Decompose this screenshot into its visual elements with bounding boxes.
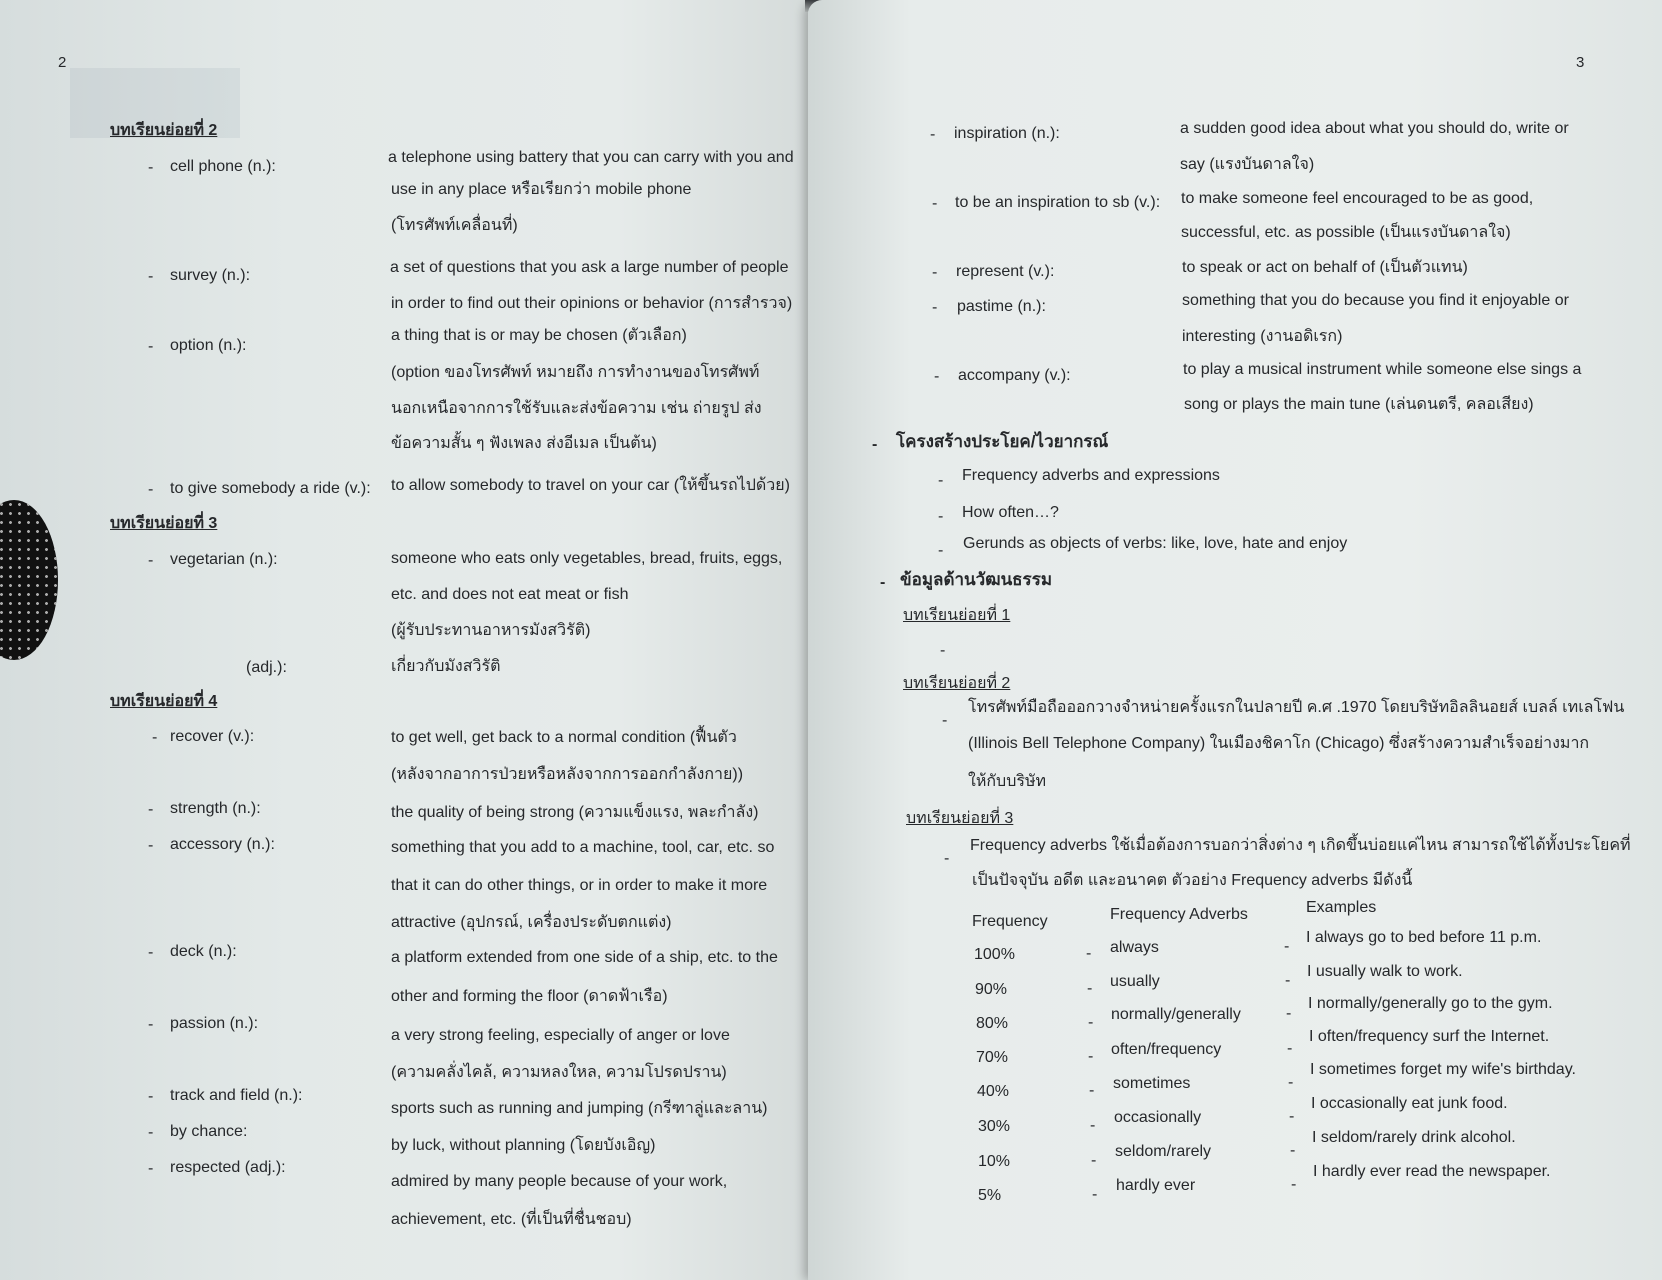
definition-line: use in any place หรือเรียกว่า mobile phone xyxy=(391,181,692,198)
bullet: - xyxy=(1089,1082,1095,1099)
bullet: - xyxy=(148,552,154,569)
bullet: - xyxy=(148,1016,154,1033)
term: pastime (n.): xyxy=(957,298,1046,315)
definition-line: attractive (อุปกรณ์, เครื่องประดับตกแต่ง) xyxy=(391,914,672,931)
freq-cell: 100% xyxy=(974,946,1015,963)
definition-line: (option ของโทรศัพท์ หมายถึง การทำงานของโทรศัพท์ xyxy=(391,364,760,381)
page-number: 3 xyxy=(1576,54,1585,71)
paragraph-line: ให้กับบริษัท xyxy=(968,773,1047,790)
term: deck (n.): xyxy=(170,943,237,960)
definition-line: etc. and does not eat meat or fish xyxy=(391,586,629,603)
definition-line: someone who eats only vegetables, bread, fruits, eggs, xyxy=(391,550,783,567)
freq-cell: 10% xyxy=(978,1153,1011,1170)
grammar-heading: โครงสร้างประโยค/ไวยากรณ์ xyxy=(896,432,1109,451)
bullet: - xyxy=(930,126,936,143)
bullet: - xyxy=(1288,1074,1294,1091)
lesson4-heading: บทเรียนย่อยที่ 4 xyxy=(110,693,218,710)
example-cell: I always go to bed before 11 p.m. xyxy=(1306,929,1542,946)
bullet: - xyxy=(148,1160,154,1177)
freq-cell: 90% xyxy=(975,981,1008,998)
example-cell: I hardly ever read the newspaper. xyxy=(1313,1163,1551,1180)
term: recover (v.): xyxy=(170,728,255,745)
example-cell: I seldom/rarely drink alcohol. xyxy=(1312,1129,1516,1146)
definition-line: in order to find out their opinions or behavior (การสำรวจ) xyxy=(391,295,793,312)
definition-line: successful, etc. as possible (เป็นแรงบันดาลใจ) xyxy=(1181,224,1511,241)
bullet: - xyxy=(148,1124,154,1141)
definition-line: to allow somebody to travel on your car (ให้ขึ้นรถไปด้วย) xyxy=(391,477,790,494)
culture-lesson2-heading: บทเรียนย่อยที่ 2 xyxy=(903,675,1011,692)
term: passion (n.): xyxy=(170,1015,259,1032)
term: vegetarian (n.): xyxy=(170,551,278,568)
term: accessory (n.): xyxy=(170,836,275,853)
bullet: - xyxy=(1088,1014,1094,1031)
term: option (n.): xyxy=(170,337,247,354)
definition-line: ข้อความสั้น ๆ ฟังเพลง ส่งอีเมล เป็นต้น) xyxy=(391,435,657,452)
term: inspiration (n.): xyxy=(954,125,1060,142)
definition-line: say (แรงบันดาลใจ) xyxy=(1180,156,1315,173)
bullet: - xyxy=(938,472,944,489)
bullet: - xyxy=(1290,1142,1296,1159)
paragraph-line: (Illinois Bell Telephone Company) ในเมืองชิคาโก (Chicago) ซึ่งสร้างความสำเร็จอย่างมาก xyxy=(968,735,1590,752)
bullet: - xyxy=(148,268,154,285)
bullet: - xyxy=(148,801,154,818)
bullet: - xyxy=(1285,972,1291,989)
freq-cell: 30% xyxy=(978,1118,1011,1135)
term: cell phone (n.): xyxy=(170,158,276,175)
term: accompany (v.): xyxy=(958,367,1071,384)
adverb-cell: hardly ever xyxy=(1116,1177,1196,1194)
freq-cell: 70% xyxy=(976,1049,1009,1066)
bullet: - xyxy=(148,944,154,961)
term: survey (n.): xyxy=(170,267,251,284)
term: by chance: xyxy=(170,1123,248,1140)
bullet: - xyxy=(1286,1005,1292,1022)
bullet: - xyxy=(1088,1048,1094,1065)
definition-line: (ความคลั่งไคล้, ความหลงใหล, ความโปรดปราน) xyxy=(391,1064,727,1081)
binder-clip xyxy=(0,500,58,660)
grammar-item: How often…? xyxy=(962,504,1059,521)
definition-line: achievement, etc. (ที่เป็นที่ชื่นชอบ) xyxy=(391,1211,632,1228)
culture-lesson3-heading: บทเรียนย่อยที่ 3 xyxy=(906,810,1014,827)
grammar-item: Gerunds as objects of verbs: like, love, hate and enjoy xyxy=(963,535,1348,552)
definition-line: by luck, without planning (โดยบังเอิญ) xyxy=(391,1137,656,1154)
bullet: - xyxy=(1092,1186,1098,1203)
definition-line: that it can do other things, or in order to make it more xyxy=(391,877,768,894)
paragraph-line: เป็นปัจจุบัน อดีต และอนาคต ตัวอย่าง Frequency adverbs มีดังนี้ xyxy=(972,872,1413,889)
definition-line: a sudden good idea about what you should do, write or xyxy=(1180,120,1569,137)
term: track and field (n.): xyxy=(170,1087,303,1104)
bullet: - xyxy=(934,368,940,385)
definition-line: a thing that is or may be chosen (ตัวเลือก) xyxy=(391,327,687,344)
definition-line: something that you add to a machine, tool, car, etc. so xyxy=(391,839,775,856)
table-header: Frequency xyxy=(972,913,1048,930)
definition-line: admired by many people because of your work, xyxy=(391,1173,728,1190)
bullet: - xyxy=(938,542,944,559)
definition-line: to make someone feel encouraged to be as good, xyxy=(1181,190,1534,207)
left-page xyxy=(0,0,822,1280)
freq-cell: 5% xyxy=(978,1187,1002,1204)
definition-line: a set of questions that you ask a large number of people xyxy=(390,259,789,276)
table-header: Frequency Adverbs xyxy=(1110,906,1248,923)
definition-line: something that you do because you find it enjoyable or xyxy=(1182,292,1569,309)
definition-line: นอกเหนือจากการใช้รับและส่งข้อความ เช่น ถ่ายรูป ส่ง xyxy=(391,400,762,417)
example-cell: I often/frequency surf the Internet. xyxy=(1309,1028,1550,1045)
definition-line: to play a musical instrument while someone else sings a xyxy=(1183,361,1582,378)
definition-line: (โทรศัพท์เคลื่อนที่) xyxy=(391,217,518,234)
definition-line: song or plays the main tune (เล่นดนตรี, คลอเสียง) xyxy=(1184,396,1534,413)
definition-line: a platform extended from one side of a ship, etc. to the xyxy=(391,949,778,966)
lesson2-heading: บทเรียนย่อยที่ 2 xyxy=(110,122,218,139)
bullet: - xyxy=(148,159,154,176)
example-cell: I normally/generally go to the gym. xyxy=(1308,995,1553,1012)
example-cell: I occasionally eat junk food. xyxy=(1311,1095,1508,1112)
definition-line: a telephone using battery that you can carry with you and xyxy=(388,149,794,166)
term: (adj.): xyxy=(246,659,287,676)
definition-line: (หลังจากอาการป่วยหรือหลังจากการออกกำลังกาย)) xyxy=(391,766,744,783)
adverb-cell: often/frequency xyxy=(1111,1041,1222,1058)
bullet: - xyxy=(1091,1152,1097,1169)
table-header: Examples xyxy=(1306,899,1377,916)
bullet: - xyxy=(1291,1176,1297,1193)
culture-heading: ข้อมูลด้านวัฒนธรรม xyxy=(900,570,1053,589)
definition-line: to get well, get back to a normal condition (ฟื้นตัว xyxy=(391,729,737,746)
adverb-cell: sometimes xyxy=(1113,1075,1191,1092)
lesson3-heading: บทเรียนย่อยที่ 3 xyxy=(110,515,218,532)
paragraph-line: Frequency adverbs ใช้เมื่อต้องการบอกว่าสิ่งต่าง ๆ เกิดขึ้นบ่อยแค่ไหน สามารถใช้ได้ทั้งประโยคที่ xyxy=(970,837,1631,854)
bullet: - xyxy=(152,729,158,746)
adverb-cell: normally/generally xyxy=(1111,1006,1241,1023)
bullet: - xyxy=(932,299,938,316)
example-cell: I sometimes forget my wife's birthday. xyxy=(1310,1061,1576,1078)
term: strength (n.): xyxy=(170,800,261,817)
right-page xyxy=(808,0,1662,1280)
culture-lesson1-heading: บทเรียนย่อยที่ 1 xyxy=(903,607,1011,624)
definition-line: to speak or act on behalf of (เป็นตัวแทน) xyxy=(1182,259,1468,276)
freq-cell: 80% xyxy=(976,1015,1009,1032)
adverb-cell: always xyxy=(1110,939,1159,956)
bullet: - xyxy=(148,338,154,355)
term: represent (v.): xyxy=(956,263,1055,280)
bullet: - xyxy=(1287,1040,1293,1057)
adverb-cell: occasionally xyxy=(1114,1109,1202,1126)
bullet: - xyxy=(880,574,886,591)
bullet: - xyxy=(148,837,154,854)
bullet: - xyxy=(932,195,938,212)
bullet: - xyxy=(1090,1117,1096,1134)
definition-line: the quality of being strong (ความแข็งแรง, พละกำลัง) xyxy=(391,804,759,821)
bullet: - xyxy=(942,712,948,729)
bullet: - xyxy=(932,264,938,281)
term: to give somebody a ride (v.): xyxy=(170,480,371,497)
definition-line: (ผู้รับประทานอาหารมังสวิรัติ) xyxy=(391,622,591,639)
bullet: - xyxy=(148,481,154,498)
adverb-cell: seldom/rarely xyxy=(1115,1143,1212,1160)
bullet: - xyxy=(1284,938,1290,955)
example-cell: I usually walk to work. xyxy=(1307,963,1463,980)
freq-cell: 40% xyxy=(977,1083,1010,1100)
bullet: - xyxy=(940,642,946,659)
bullet: - xyxy=(148,1088,154,1105)
bullet: - xyxy=(1289,1108,1295,1125)
adverb-cell: usually xyxy=(1110,973,1160,990)
definition-line: a very strong feeling, especially of anger or love xyxy=(391,1027,730,1044)
bullet: - xyxy=(872,436,878,453)
definition-line: เกี่ยวกับมังสวิรัติ xyxy=(391,658,501,675)
grammar-item: Frequency adverbs and expressions xyxy=(962,467,1220,484)
paragraph-line: โทรศัพท์มือถือออกวางจำหน่ายครั้งแรกในปลายปี ค.ศ .1970 โดยบริษัทอิลลินอยส์ เบลล์ เทเลโฟน xyxy=(968,699,1625,716)
definition-line: other and forming the floor (ดาดฟ้าเรือ) xyxy=(391,988,668,1005)
bullet: - xyxy=(938,508,944,525)
definition-line: sports such as running and jumping (กรีฑาลู่และลาน) xyxy=(391,1100,768,1117)
term: to be an inspiration to sb (v.): xyxy=(955,194,1161,211)
bullet: - xyxy=(944,850,950,867)
bullet: - xyxy=(1086,945,1092,962)
page-number: 2 xyxy=(58,54,67,71)
definition-line: interesting (งานอดิเรก) xyxy=(1182,328,1343,345)
term: respected (adj.): xyxy=(170,1159,286,1176)
bullet: - xyxy=(1087,980,1093,997)
